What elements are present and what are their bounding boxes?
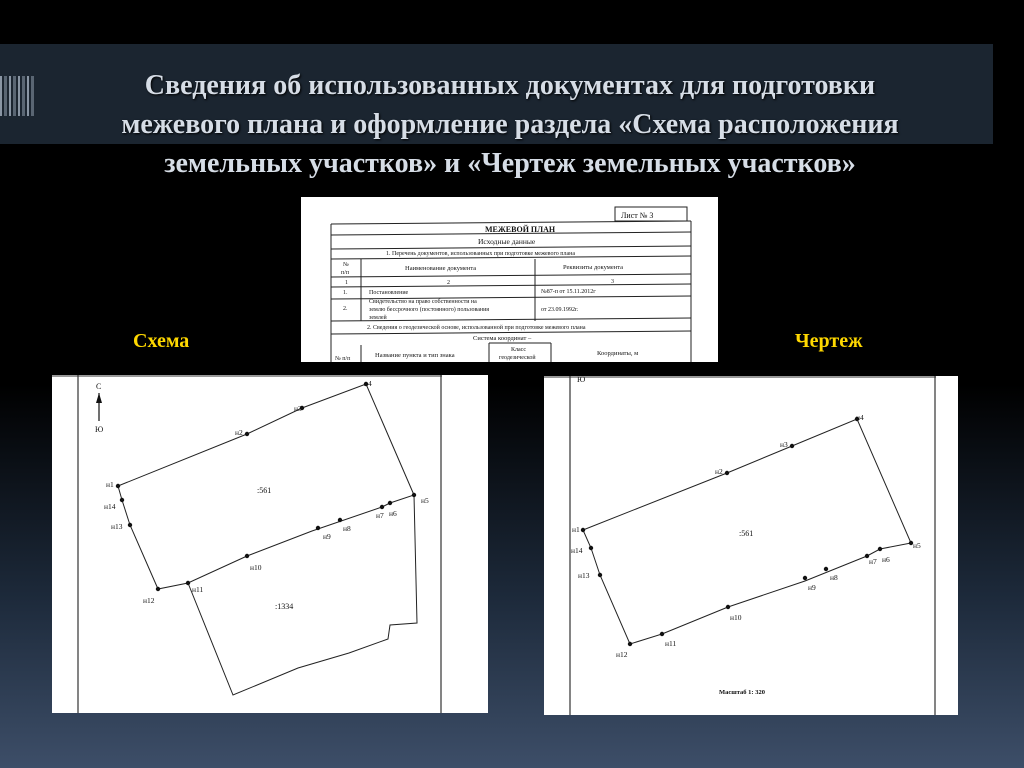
index-1: 1 — [345, 280, 348, 286]
point-label: н2 — [715, 467, 723, 476]
point-label: н8 — [343, 524, 351, 533]
point-label: н7 — [869, 557, 877, 566]
slide-title — [30, 66, 990, 183]
point-label: н5 — [421, 496, 429, 505]
point-label: н6 — [389, 509, 397, 518]
col-doc-req: Реквизиты документа — [563, 264, 624, 271]
compass-south: Ю — [577, 376, 586, 384]
point-label: н9 — [323, 532, 331, 541]
point-label: н14 — [104, 502, 116, 511]
doc-subheader: Исходные данные — [478, 237, 536, 246]
sheet-number: Лист № 3 — [621, 211, 654, 220]
point-label: н5 — [913, 541, 921, 550]
parcel-561-label: :561 — [739, 529, 754, 538]
row-2-req: от 23.09.1992г. — [541, 307, 579, 313]
schema-svg — [52, 375, 488, 713]
col-no: № — [343, 262, 349, 268]
title-line-2: межевого плана и оформление раздела «Схема расположения — [121, 109, 899, 140]
col-point-name: Название пункта и тип знака — [375, 352, 455, 359]
point-label: н11 — [665, 639, 677, 648]
index-2: 2 — [447, 280, 450, 286]
drawing-svg — [544, 376, 958, 715]
row-1-no: 1. — [343, 290, 348, 296]
point-label: н2 — [235, 428, 243, 437]
point-label: н11 — [192, 585, 204, 594]
schema-label: Схема — [133, 330, 190, 352]
drawing-image — [544, 376, 958, 715]
parcel-1334-label: :1334 — [275, 602, 294, 611]
point-label: н3 — [780, 440, 788, 449]
point-label: н4 — [856, 413, 864, 422]
title-line-3: земельных участков» и «Чертеж земельных участков» — [164, 148, 856, 179]
document-table — [301, 197, 718, 362]
point-label: н13 — [578, 571, 590, 580]
row-1-name: Постановление — [369, 290, 409, 296]
col-class-2: геодезической — [499, 355, 536, 361]
col-doc-name: Наименование документа — [405, 265, 477, 272]
point-label: н10 — [730, 613, 742, 622]
title-line-1: Сведения об использованных документах для подготовки — [144, 70, 876, 101]
col-coordinates: Координаты, м — [597, 350, 639, 357]
doc-header: МЕЖЕВОЙ ПЛАН — [485, 225, 556, 234]
point-label: н14 — [571, 546, 583, 555]
scale-label: Масштаб 1: 320 — [719, 689, 765, 696]
col-class: Класс — [511, 347, 526, 353]
boundary-plan-document — [301, 197, 718, 362]
point-label: н8 — [830, 573, 838, 582]
schema-image — [52, 375, 488, 713]
row-2-no: 2. — [343, 306, 348, 312]
section-1-title: 1. Перечень документов, использованных при подготовке межевого плана — [386, 251, 576, 257]
parcel-561-label: :561 — [257, 486, 272, 495]
point-label: н4 — [364, 379, 372, 388]
point-label: н7 — [376, 511, 384, 520]
compass-north: С — [96, 382, 102, 391]
compass — [95, 382, 103, 434]
point-label: н6 — [882, 555, 890, 564]
index-3: 3 — [611, 279, 614, 285]
point-label: н13 — [111, 522, 123, 531]
point-label: н1 — [572, 525, 580, 534]
point-label: н3 — [294, 404, 302, 413]
drawing-label: Чертеж — [795, 330, 863, 352]
row-2-name-b: землю бессрочного (постоянного) пользования — [369, 307, 490, 313]
col-no-2: п/п — [341, 270, 350, 276]
point-label: н12 — [143, 596, 155, 605]
point-label: н1 — [106, 480, 114, 489]
row-2-name-a: Свидетельство на право собственности на — [369, 299, 477, 305]
point-label: н9 — [808, 583, 816, 592]
row-1-req: №87-п от 15.11.2012г — [541, 289, 596, 295]
section-2-title: 2. Сведения о геодезической основе, использованной при подготовке межевого плана — [367, 325, 586, 331]
point-label: н12 — [616, 650, 628, 659]
row-2-name-c: землей — [369, 315, 387, 321]
coord-system: Система координат – — [473, 335, 532, 342]
col-no-3: № п/п — [335, 356, 351, 362]
point-label: н10 — [250, 563, 262, 572]
compass-south: Ю — [95, 425, 104, 434]
